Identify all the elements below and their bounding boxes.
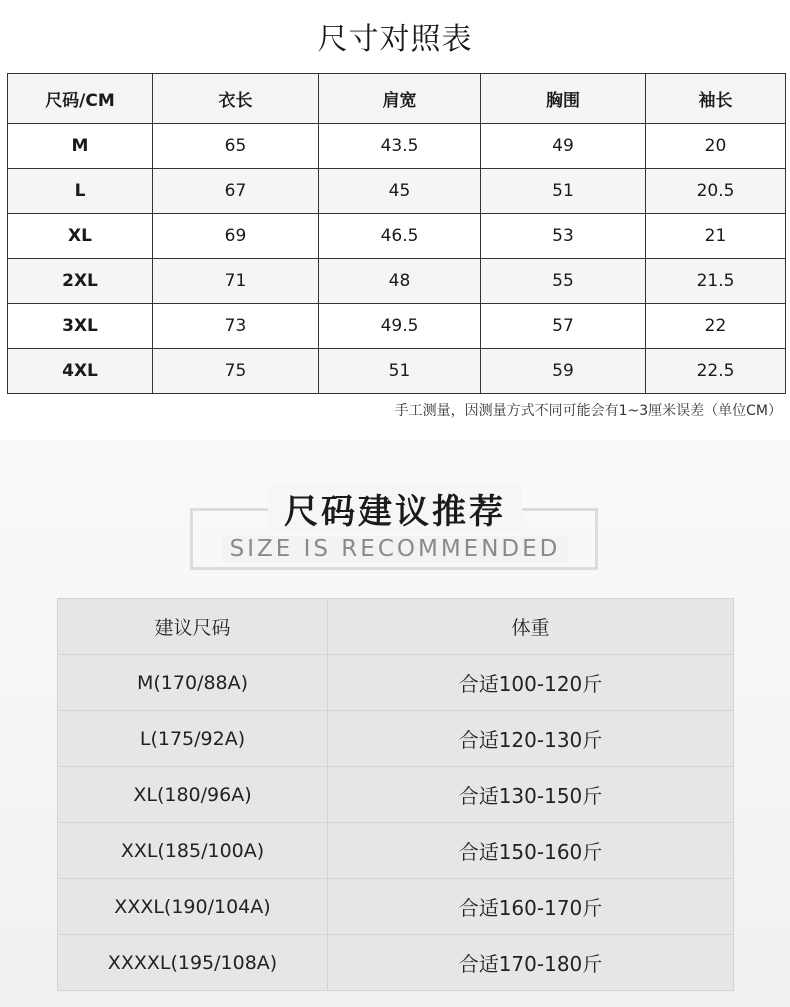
shoulder-cell: 46.5	[319, 214, 481, 259]
length-cell: 75	[153, 349, 319, 394]
size-cell: L	[8, 169, 153, 214]
table-row	[58, 711, 734, 767]
size-chart-header-row	[8, 74, 786, 124]
table-row	[8, 349, 786, 394]
recommendation-title-row	[0, 484, 790, 533]
table-row	[58, 879, 734, 935]
header-sleeve: 袖长	[646, 74, 786, 124]
size-chart-section	[0, 0, 790, 440]
measurement-note: 手工测量，因测量方式不同可能会有1~3厘米误差（单位CM）	[394, 403, 782, 419]
header-chest: 胸围	[481, 74, 646, 124]
table-row	[8, 304, 786, 349]
weight-cell: 合适160-170斤	[328, 879, 734, 935]
weight-cell: 合适130-150斤	[328, 767, 734, 823]
sleeve-cell: 20.5	[646, 169, 786, 214]
sleeve-cell: 22	[646, 304, 786, 349]
chest-cell: 51	[481, 169, 646, 214]
shoulder-cell: 45	[319, 169, 481, 214]
table-row	[8, 169, 786, 214]
length-cell: 71	[153, 259, 319, 304]
header-length: 衣长	[153, 74, 319, 124]
recommendation-section	[0, 440, 790, 1007]
shoulder-cell: 43.5	[319, 124, 481, 169]
size-cell: 2XL	[8, 259, 153, 304]
table-row	[8, 124, 786, 169]
size-cell: XL	[8, 214, 153, 259]
size-cell: 3XL	[8, 304, 153, 349]
table-row	[8, 259, 786, 304]
table-row	[58, 655, 734, 711]
table-row	[58, 935, 734, 991]
size-cell: 4XL	[8, 349, 153, 394]
shoulder-cell: 51	[319, 349, 481, 394]
recommended-size-cell: XL(180/96A)	[58, 767, 328, 823]
length-cell: 73	[153, 304, 319, 349]
chest-cell: 53	[481, 214, 646, 259]
table-row	[8, 214, 786, 259]
recommendation-table	[57, 598, 734, 991]
header-size: 尺码/CM	[8, 74, 153, 124]
weight-cell: 合适120-130斤	[328, 711, 734, 767]
header-shoulder: 肩宽	[319, 74, 481, 124]
sleeve-cell: 20	[646, 124, 786, 169]
chest-cell: 55	[481, 259, 646, 304]
size-chart-table	[7, 73, 786, 394]
length-cell: 69	[153, 214, 319, 259]
recommended-size-cell: XXL(185/100A)	[58, 823, 328, 879]
header-recommended-size: 建议尺码	[58, 599, 328, 655]
size-cell: M	[8, 124, 153, 169]
recommendation-subtitle-row	[0, 536, 790, 562]
header-weight: 体重	[328, 599, 734, 655]
length-cell: 65	[153, 124, 319, 169]
weight-cell: 合适100-120斤	[328, 655, 734, 711]
recommended-size-cell: XXXXL(195/108A)	[58, 935, 328, 991]
weight-cell: 合适150-160斤	[328, 823, 734, 879]
recommended-size-cell: M(170/88A)	[58, 655, 328, 711]
length-cell: 67	[153, 169, 319, 214]
sleeve-cell: 21	[646, 214, 786, 259]
chest-cell: 59	[481, 349, 646, 394]
sleeve-cell: 21.5	[646, 259, 786, 304]
recommendation-subtitle: SIZE IS RECOMMENDED	[222, 536, 569, 562]
shoulder-cell: 49.5	[319, 304, 481, 349]
sleeve-cell: 22.5	[646, 349, 786, 394]
weight-cell: 合适170-180斤	[328, 935, 734, 991]
table-row	[58, 767, 734, 823]
recommended-size-cell: L(175/92A)	[58, 711, 328, 767]
chest-cell: 57	[481, 304, 646, 349]
chest-cell: 49	[481, 124, 646, 169]
table-row	[58, 823, 734, 879]
recommendation-title: 尺码建议推荐	[268, 484, 522, 533]
shoulder-cell: 48	[319, 259, 481, 304]
recommendation-header-row	[58, 599, 734, 655]
recommended-size-cell: XXXL(190/104A)	[58, 879, 328, 935]
page-title: 尺寸对照表	[317, 22, 473, 57]
